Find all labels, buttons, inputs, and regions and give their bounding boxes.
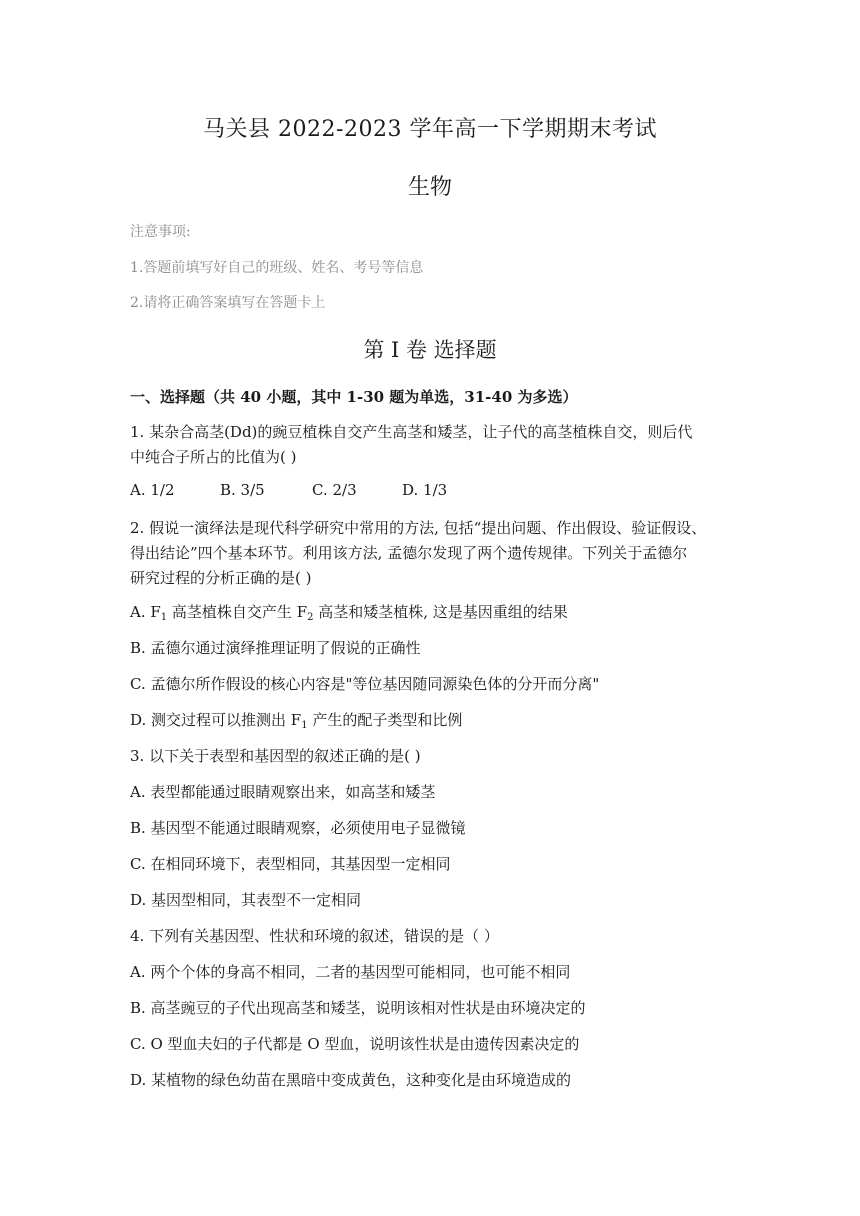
q2-option-d-suffix: 产生的配子类型和比例 xyxy=(307,711,463,729)
q1-options xyxy=(130,481,447,499)
q2-option-a-middle: 高茎植株自交产生 F xyxy=(167,603,308,621)
q1-option-d: D. 1/3 xyxy=(402,481,448,499)
q2-option-b: B. 孟德尔通过演绎推理证明了假说的正确性 xyxy=(130,639,421,657)
q2-option-a-suffix: 高茎和矮茎植株, 这是基因重组的结果 xyxy=(313,603,568,621)
q2-option-d-subscript: 1 xyxy=(301,720,308,731)
exam-title: 马关县 2022-2023 学年高一下学期期末考试 xyxy=(203,117,657,142)
q2-stem-line-1: 2. 假说一演绎法是现代科学研究中常用的方法, 包括“提出问题、作出假设、验证假设、 xyxy=(130,519,707,537)
q2-stem-line-3: 研究过程的分析正确的是( ) xyxy=(130,569,312,587)
q2-option-a-prefix: A. F xyxy=(130,603,161,621)
part-header: 一、选择题（共 40 小题，其中 1-30 题为单选，31-40 为多选） xyxy=(130,388,578,406)
q2-option-a-subscript-2: 2 xyxy=(307,612,314,623)
q4-option-c: C. O 型血夫妇的子代都是 O 型血，说明该性状是由遗传因素决定的 xyxy=(130,1035,580,1053)
section-title: 第 I 卷 选择题 xyxy=(363,338,497,362)
q3-stem: 3. 以下关于表型和基因型的叙述正确的是( ) xyxy=(130,747,421,765)
q1-stem-line-2: 中纯合子所占的比值为( ) xyxy=(130,448,297,466)
q2-option-a xyxy=(130,601,568,623)
q1-option-b: B. 3/5 xyxy=(220,481,265,499)
q1-option-a: A. 1/2 xyxy=(130,481,175,499)
q2-option-a-subscript-1: 1 xyxy=(160,612,168,623)
q1-stem-line-1: 1. 某杂合高茎(Dd)的豌豆植株自交产生高茎和矮茎，让子代的高茎植株自交，则后代 xyxy=(130,423,693,441)
notice-heading: 注意事项: xyxy=(130,224,191,240)
notice-item-1: 1.答题前填写好自己的班级、姓名、考号等信息 xyxy=(130,260,424,276)
q3-option-d: D. 基因型相同，其表型不一定相同 xyxy=(130,891,362,909)
q4-option-b: B. 高茎豌豆的子代出现高茎和矮茎，说明该相对性状是由环境决定的 xyxy=(130,999,586,1017)
q1-option-c: C. 2/3 xyxy=(312,481,357,499)
q3-option-a: A. 表型都能通过眼睛观察出来，如高茎和矮茎 xyxy=(130,783,436,801)
q2-option-d-prefix: D. 测交过程可以推测出 F xyxy=(130,711,302,729)
q3-option-c: C. 在相同环境下，表型相同，其基因型一定相同 xyxy=(130,855,451,873)
exam-subject: 生物 xyxy=(407,175,452,200)
q4-option-a: A. 两个个体的身高不相同，二者的基因型可能相同，也可能不相同 xyxy=(130,963,571,981)
q3-option-b: B. 基因型不能通过眼睛观察，必须使用电子显微镜 xyxy=(130,819,466,837)
q4-option-d: D. 某植物的绿色幼苗在黑暗中变成黄色，这种变化是由环境造成的 xyxy=(130,1071,572,1089)
q2-option-d xyxy=(130,709,462,731)
q2-option-c: C. 孟德尔所作假设的核心内容是"等位基因随同源染色体的分开而分离" xyxy=(130,675,600,693)
notice-item-2: 2.请将正确答案填写在答题卡上 xyxy=(130,295,326,311)
q4-stem: 4. 下列有关基因型、性状和环境的叙述，错误的是（ ） xyxy=(130,927,499,945)
q2-stem-line-2: 得出结论”四个基本环节。利用该方法, 孟德尔发现了两个遗传规律。下列关于孟德尔 xyxy=(130,544,688,562)
